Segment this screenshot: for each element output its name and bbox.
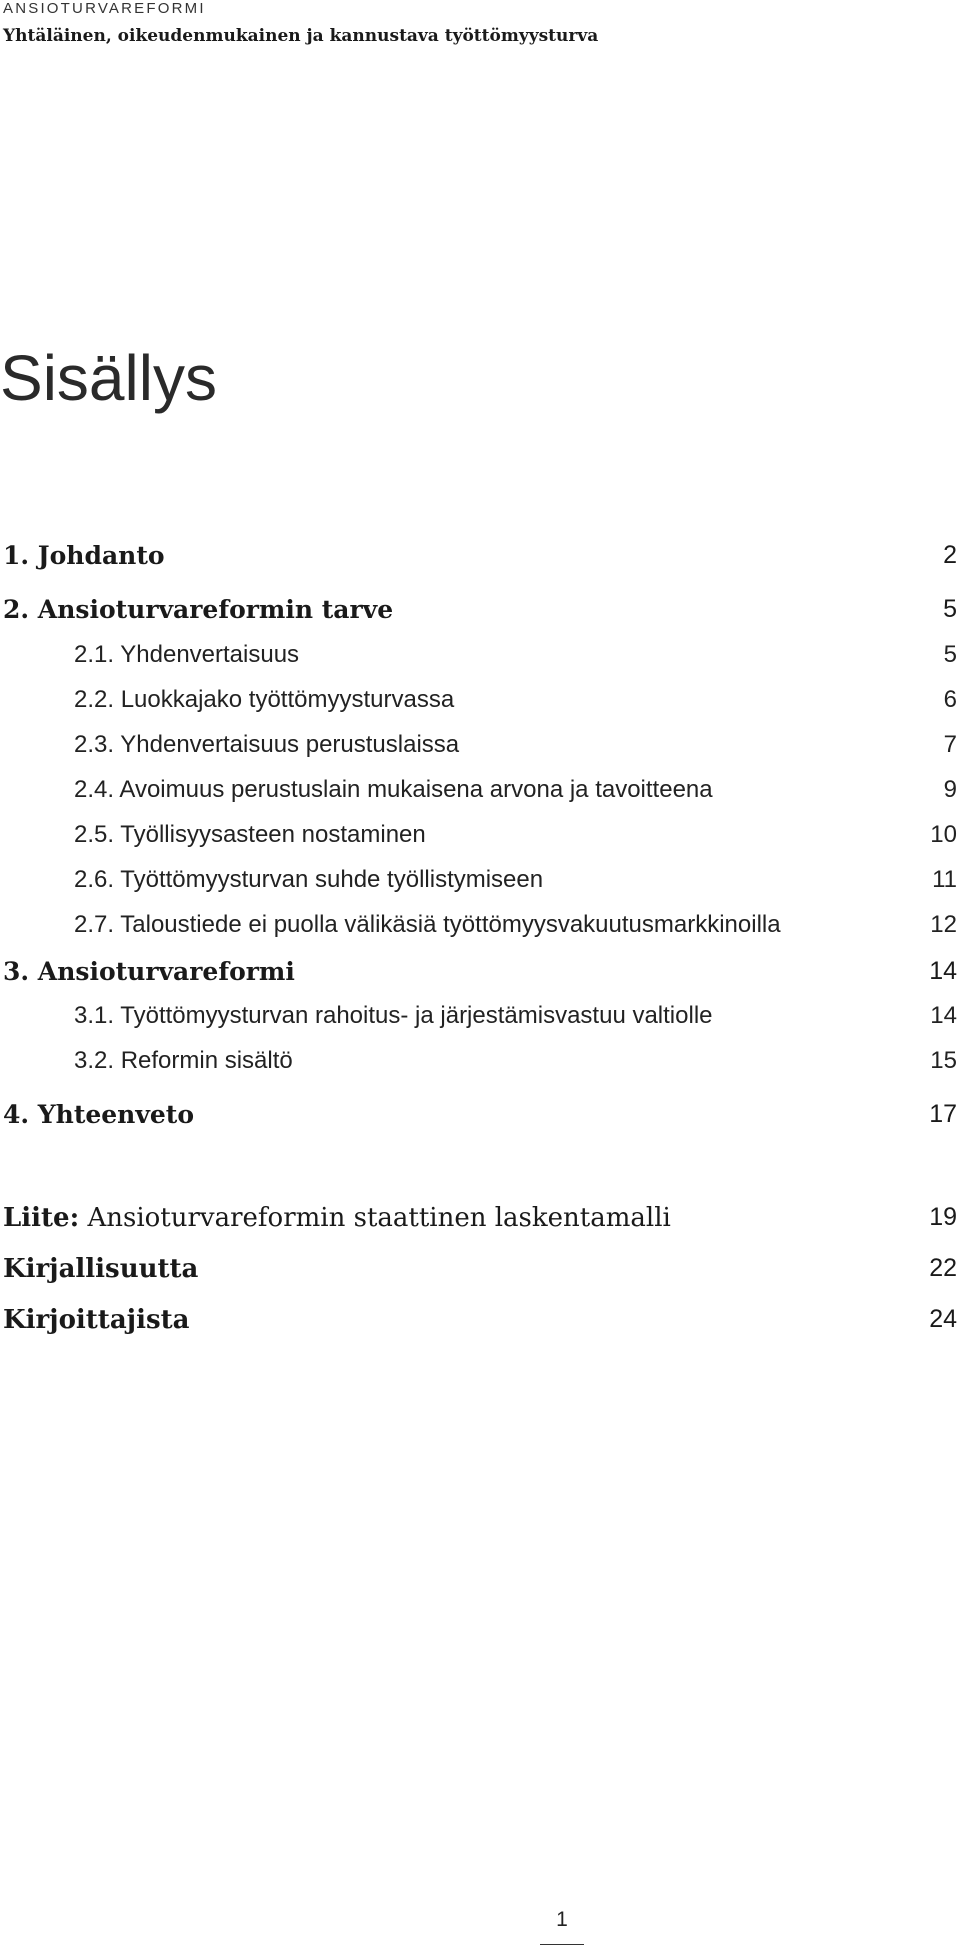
- toc-entry-ansioturvareformin-tarve[interactable]: [0, 597, 960, 633]
- toc-entry-label: 3. Ansioturvareformi: [3, 957, 295, 986]
- toc-entry-yhdenvertaisuus-perustuslaissa[interactable]: [0, 733, 960, 769]
- page-number-rule: [540, 1944, 584, 1945]
- toc-entry-label: 3.1. Työttömyysturvan rahoitus- ja järjestämisvastuu valtiolle: [74, 1002, 713, 1029]
- toc-entry-avoimuus[interactable]: [0, 778, 960, 814]
- toc-entry-label: [3, 1205, 671, 1231]
- toc-entry-page: 24: [929, 1305, 957, 1333]
- toc-entry-kirjoittajista[interactable]: [0, 1307, 960, 1343]
- toc-entry-page: 15: [930, 1047, 957, 1074]
- toc-entry-label: [3, 1256, 198, 1282]
- authors-title: Kirjoittajista: [3, 1305, 190, 1335]
- page-number: 1: [556, 1908, 568, 1931]
- toc-entry-johdanto[interactable]: [0, 543, 960, 579]
- toc-entry-luokkajako[interactable]: [0, 688, 960, 724]
- toc-entry-appendix[interactable]: [0, 1205, 960, 1241]
- header-kicker: ANSIOTURVAREFORMI: [3, 0, 206, 17]
- toc-entry-label: 2.3. Yhdenvertaisuus perustuslaissa: [74, 731, 460, 758]
- toc-entry-page: 9: [943, 776, 957, 803]
- toc-entry-label: 2.6. Työttömyysturvan suhde työllistymiseen: [74, 866, 544, 893]
- appendix-title: Ansioturvareformin staattinen laskentamalli: [79, 1203, 671, 1233]
- page-title: Sisällys: [0, 342, 217, 414]
- toc-entry-page: 22: [929, 1254, 957, 1282]
- toc-entry-label: [3, 1307, 189, 1333]
- toc-entry-rahoitus-ja-jarjestamisvastuu[interactable]: [0, 1004, 960, 1040]
- appendix-prefix: Liite:: [3, 1203, 80, 1233]
- toc-entry-page: 14: [930, 1002, 957, 1029]
- toc-entry-page: 2: [943, 541, 957, 569]
- toc-entry-tyottomyysturvan-suhde[interactable]: [0, 868, 960, 904]
- toc-entry-label: 2.4. Avoimuus perustuslain mukaisena arvona ja tavoitteena: [74, 776, 713, 803]
- toc-entry-tyollisyysasteen-nostaminen[interactable]: [0, 823, 960, 859]
- toc-entry-taloustiede[interactable]: [0, 913, 960, 949]
- toc-entry-ansioturvareformi[interactable]: [0, 959, 960, 995]
- header-subtitle: Yhtäläinen, oikeudenmukainen ja kannustava työttömyysturva: [3, 26, 599, 46]
- toc-entry-yhteenveto[interactable]: [0, 1102, 960, 1138]
- toc-entry-page: 7: [943, 731, 957, 758]
- references-title: Kirjallisuutta: [3, 1254, 199, 1284]
- toc-entry-page: 11: [932, 866, 957, 893]
- toc-entry-label: 1. Johdanto: [3, 541, 165, 570]
- toc-entry-page: 5: [943, 641, 957, 668]
- toc-entry-page: 17: [929, 1100, 957, 1128]
- toc-entry-label: 2.5. Työllisyysasteen nostaminen: [74, 821, 426, 848]
- toc-entry-reformin-sisalto[interactable]: [0, 1049, 960, 1085]
- toc-entry-yhdenvertaisuus[interactable]: [0, 643, 960, 679]
- toc-entry-label: 3.2. Reformin sisältö: [74, 1047, 293, 1074]
- toc-entry-kirjallisuutta[interactable]: [0, 1256, 960, 1292]
- toc-entry-label: 2. Ansioturvareformin tarve: [3, 595, 394, 624]
- toc-entry-label: 2.1. Yhdenvertaisuus: [74, 641, 300, 668]
- toc-entry-label: 2.2. Luokkajako työttömyysturvassa: [74, 686, 455, 713]
- toc-entry-page: 5: [943, 595, 957, 623]
- toc-entry-page: 6: [943, 686, 957, 713]
- toc-entry-page: 12: [930, 911, 957, 938]
- toc-entry-page: 14: [929, 957, 957, 985]
- toc-entry-label: 2.7. Taloustiede ei puolla välikäsiä työttömyysvakuutusmarkkinoilla: [74, 911, 781, 938]
- toc-entry-page: 19: [929, 1203, 957, 1231]
- toc-entry-page: 10: [930, 821, 957, 848]
- toc-entry-label: 4. Yhteenveto: [3, 1100, 195, 1129]
